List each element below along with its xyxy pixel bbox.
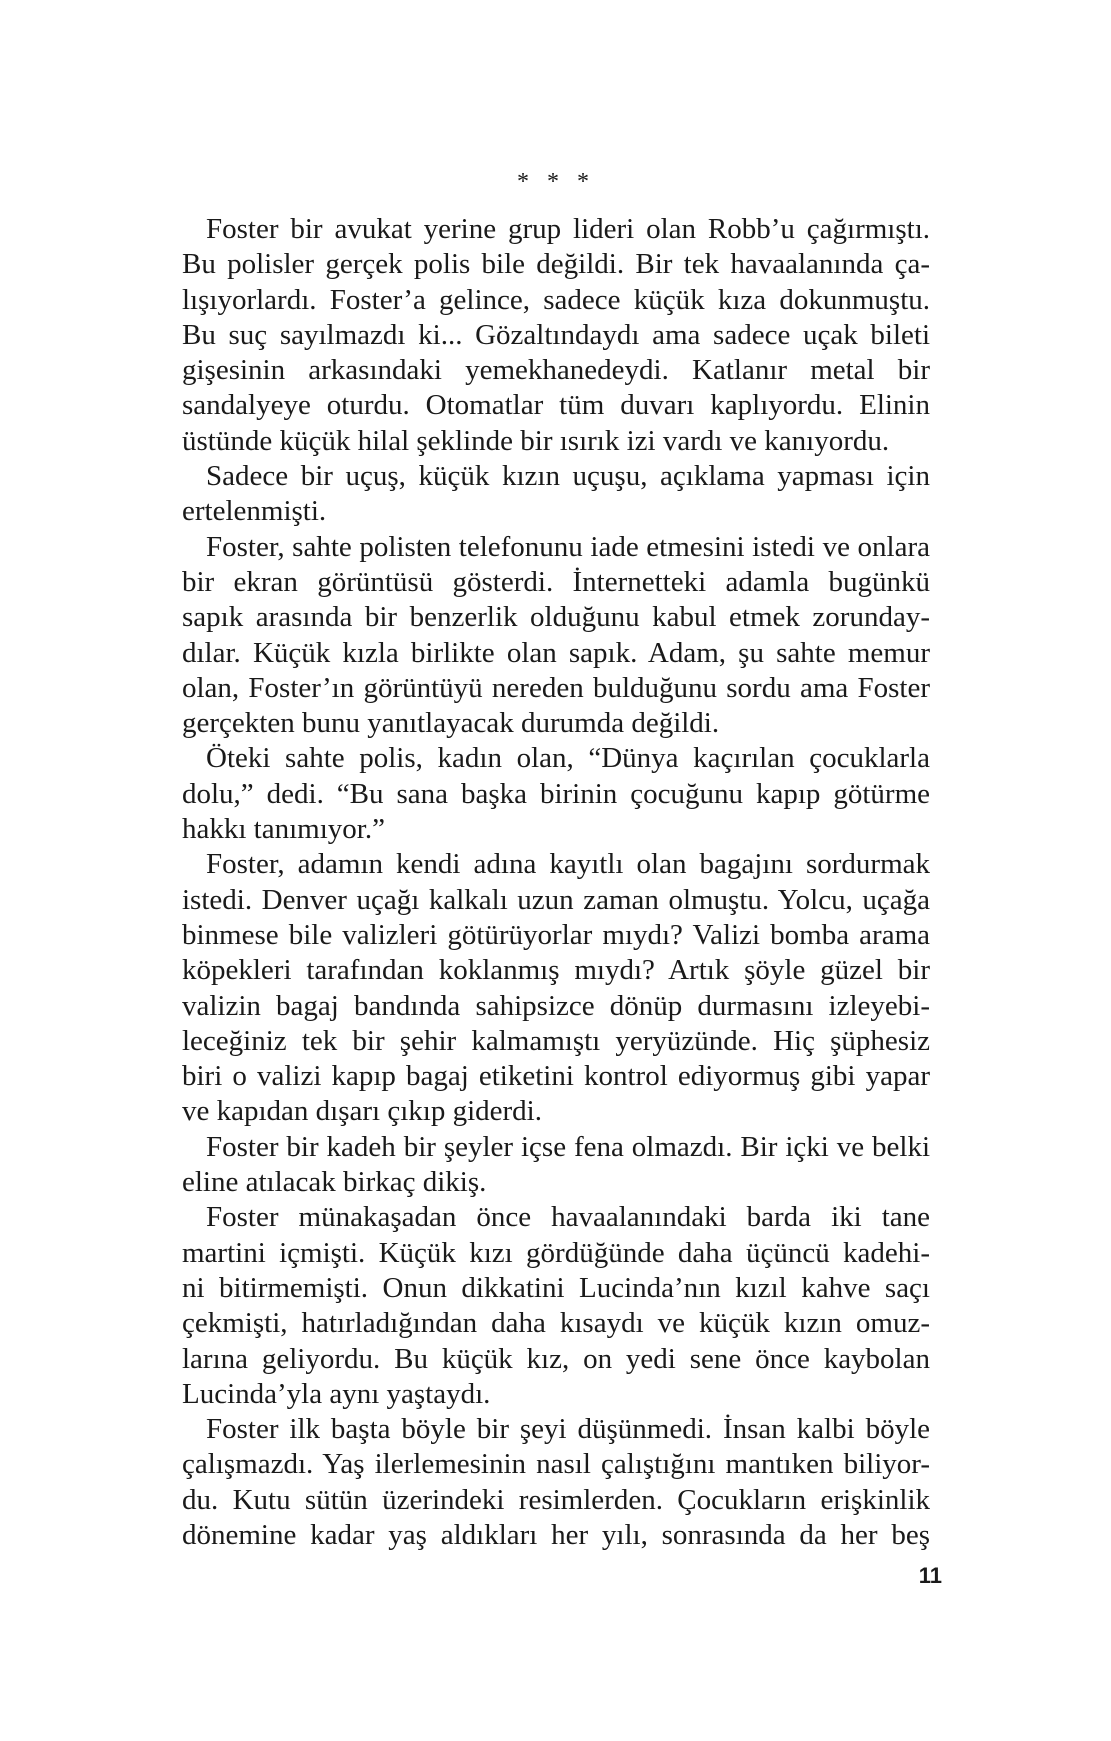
text-line: dolu,” dedi. “Bu sana başka birinin çocuğunu kapıp götürme (182, 777, 930, 810)
text-line: çekmişti, hatırladığından daha kısaydı ve küçük kızın omuz- (182, 1307, 930, 1340)
text-line: Foster münakaşadan önce havaalanındaki barda iki tane (206, 1201, 930, 1234)
text-line: olan, Foster’ın görüntüyü nereden bulduğunu sordu ama Foster (182, 671, 930, 704)
page-body (182, 168, 930, 1553)
text-line: üstünde küçük hilal şeklinde bir ısırık izi vardı ve kanıyordu. (182, 424, 890, 457)
text-line: du. Kutu sütün üzerindeki resimlerden. Çocukların erişkinlik (182, 1483, 930, 1516)
text-line: Sadece bir uçuş, küçük kızın uçuşu, açıklama yapması için (206, 460, 930, 493)
text-line: sandalyeye oturdu. Otomatlar tüm duvarı kaplıyordu. Elinin (182, 389, 930, 422)
text-line: martini içmişti. Küçük kızı gördüğünde daha üçüncü kadehi- (182, 1236, 930, 1269)
text-line: Bu polisler gerçek polis bile değildi. Bir tek havaalanında ça- (182, 248, 930, 281)
text-line: köpekleri tarafından koklanmış mıydı? Artık şöyle güzel bir (182, 954, 930, 987)
text-line: hakkı tanımıyor.” (182, 813, 385, 846)
text-line: istedi. Denver uçağı kalkalı uzun zaman olmuştu. Yolcu, uçağa (182, 883, 930, 916)
paragraph (182, 459, 930, 530)
paragraph (182, 1130, 930, 1201)
text-line: leceğiniz tek bir şehir kalmamıştı yeryüzünde. Hiç şüphesiz (182, 1024, 930, 1057)
text-line: Öteki sahte polis, kadın olan, “Dünya kaçırılan çocuklarla (206, 742, 930, 775)
text-line: Foster, adamın kendi adına kayıtlı olan bagajını sordurmak (206, 848, 930, 881)
text-line: Foster bir kadeh bir şeyler içse fena olmazdı. Bir içki ve belki (206, 1130, 930, 1163)
paragraph (182, 741, 930, 847)
text-line: bir ekran görüntüsü gösterdi. İnternetteki adamla bugünkü (182, 565, 930, 598)
text-line: lışıyorlardı. Foster’a gelince, sadece küçük kıza dokunmuştu. (182, 283, 930, 316)
text-line: binmese bile valizleri götürüyorlar mıydı? Valizi bomba arama (182, 918, 930, 951)
text-line: ni bitirmemişti. Onun dikkatini Lucinda’nın kızıl kahve saçı (182, 1271, 930, 1304)
text-line: larına geliyordu. Bu küçük kız, on yedi sene önce kaybolan (182, 1342, 930, 1375)
text-line: eline atılacak birkaç dikiş. (182, 1166, 487, 1199)
text-line: gerçekten bunu yanıtlayacak durumda değildi. (182, 707, 720, 740)
paragraph (182, 212, 930, 459)
paragraph (182, 1200, 930, 1412)
text-line: Foster bir avukat yerine grup lideri olan Robb’u çağırmıştı. (206, 213, 930, 245)
section-break: * * * (517, 169, 595, 195)
text-line: ertelenmişti. (182, 495, 327, 528)
text-line: sapık arasında bir benzerlik olduğunu kabul etmek zorunday- (182, 601, 930, 634)
text-line: Lucinda’yla aynı yaştaydı. (182, 1377, 491, 1410)
text-line: dönemine kadar yaş aldıkları her yılı, sonrasında da her beş (182, 1518, 930, 1551)
text-line: valizin bagaj bandında sahipsizce dönüp durmasını izleyebi- (182, 989, 930, 1022)
paragraph (182, 847, 930, 1129)
text-line: Foster ilk başta böyle bir şeyi düşünmedi. İnsan kalbi böyle (206, 1413, 930, 1446)
text-line: biri o valizi kapıp bagaj etiketini kontrol ediyormuş gibi yapar (182, 1060, 930, 1093)
paragraph (182, 1412, 930, 1553)
text-line: Foster, sahte polisten telefonunu iade etmesini istedi ve onlara (206, 530, 930, 563)
text-line: gişesinin arkasındaki yemekhanedeydi. Katlanır metal bir (182, 354, 930, 387)
text-line: Bu suç sayılmazdı ki... Gözaltındaydı ama sadece uçak bileti (182, 318, 930, 351)
body-text (182, 212, 930, 1553)
page-number: 11 (918, 1563, 942, 1588)
text-line: ve kapıdan dışarı çıkıp giderdi. (182, 1095, 542, 1128)
text-line: çalışmazdı. Yaş ilerlemesinin nasıl çalıştığını mantıken biliyor- (182, 1448, 930, 1481)
paragraph (182, 530, 930, 742)
text-line: dılar. Küçük kızla birlikte olan sapık. Adam, şu sahte memur (182, 636, 930, 669)
